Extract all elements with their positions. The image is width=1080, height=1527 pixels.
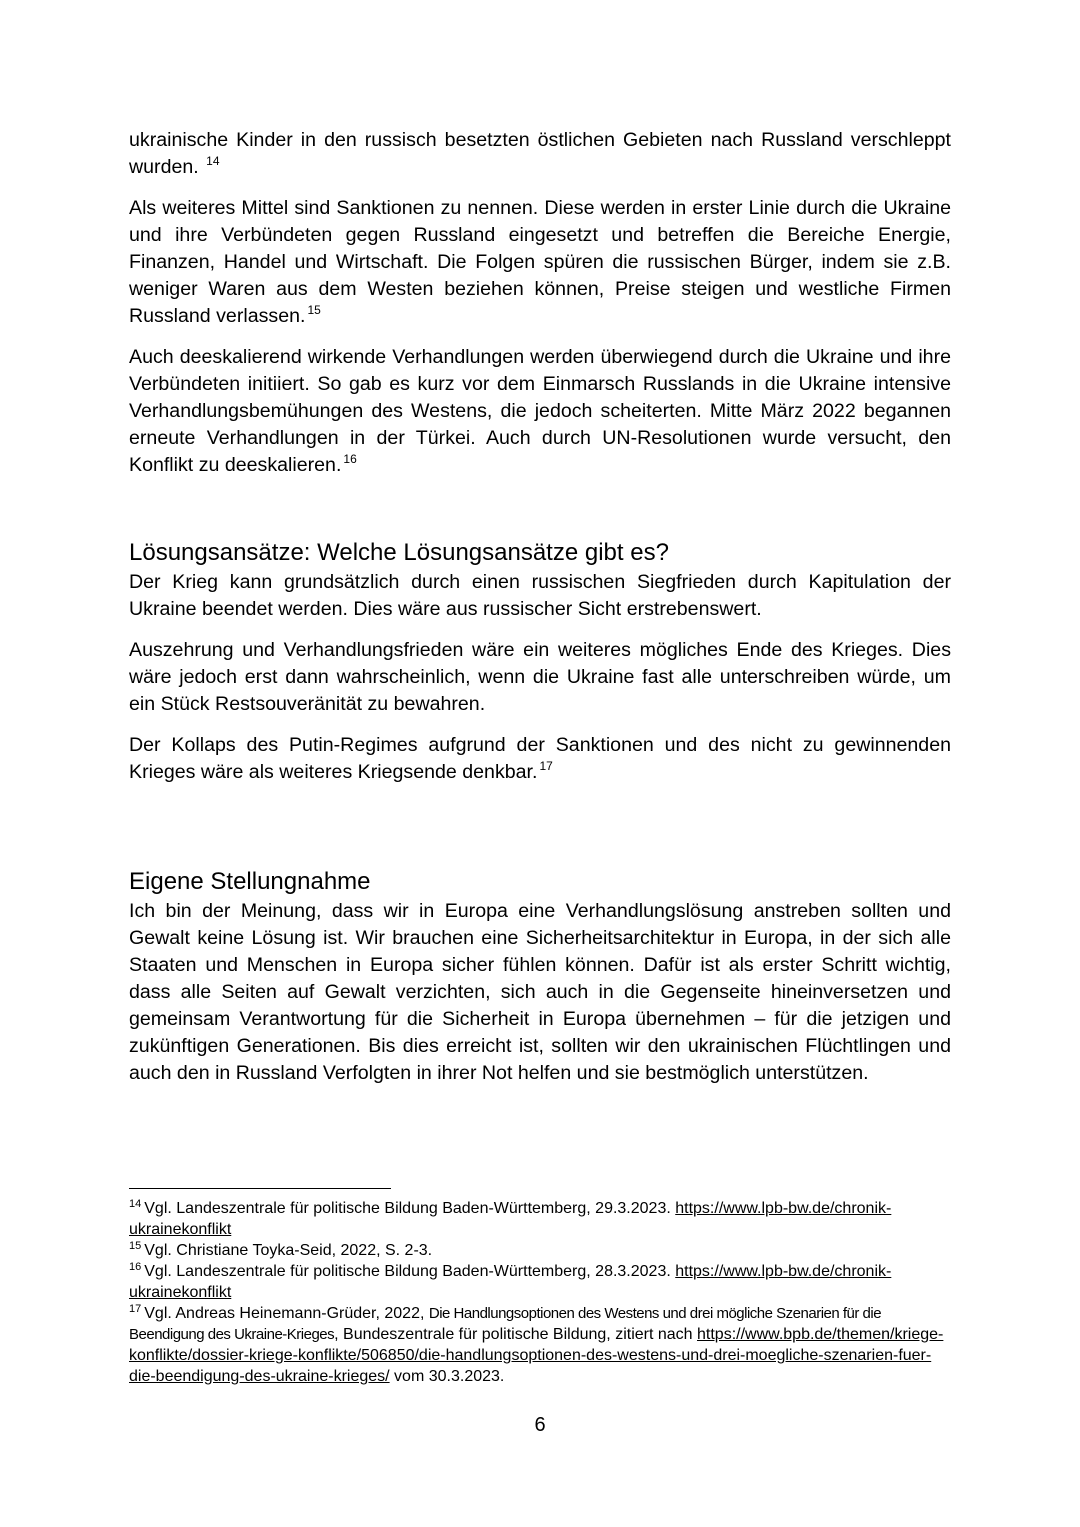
- paragraph-deportation: ukrainische Kinder in den russisch besetzten östlichen Gebieten nach Russland verschleppt wurden. $^{14}$: [129, 129, 951, 178]
- paragraph-solution-3: Der Kollaps des Putin-Regimes aufgrund der Sanktionen und des nicht zu gewinnenden Krieges wäre als weiteres Kriegsende denkbar. $^{17}$: [129, 734, 951, 783]
- footnote-16: $^{16}$ Vgl. Landeszentrale für politische Bildung Baden-Württemberg, 28.3.2023. https://www.lpb-bw.de/chronik-ukrainekonflikt: [129, 1261, 892, 1301]
- footnote-17-link[interactable]: https://www.bpb.de/themen/kriege-konflikte/dossier-kriege-konflikte/506850/die-handlungsoptionen-des-westens-und-drei-moegliche-szenarien-fuer-die-beendigung-des-ukraine-krieges/: [129, 1326, 944, 1385]
- footnote-16-link[interactable]: https://www.lpb-bw.de/chronik-ukrainekonflikt: [129, 1263, 892, 1301]
- footnote-14: $^{14}$ Vgl. Landeszentrale für politische Bildung Baden-Württemberg, 29.3.2023. https://www.lpb-bw.de/chronik-ukrainekonflikt: [129, 1198, 892, 1238]
- main-content: [129, 127, 951, 1101]
- footnote-ref-16[interactable]: 16: [343, 452, 357, 466]
- footnote-15: $^{15}$ Vgl. Christiane Toyka-Seid, 2022, S. 2-3.: [129, 1240, 433, 1259]
- footnotes: [129, 1188, 951, 1387]
- paragraph-solution-2: Auszehrung und Verhandlungsfrieden wäre ein weiteres mögliches Ende des Krieges. Dies wäre jedoch erst dann wahrscheinlich, wenn die Ukraine fast alle unterschreiben würde, um ein Stück Restsouveränität zu bewahren.: [129, 639, 951, 715]
- paragraph-solution-1: Der Krieg kann grundsätzlich durch einen russischen Siegfrieden durch Kapitulation der Ukraine beendet werden. Dies wäre aus russischer Sicht erstrebenswert.: [129, 571, 951, 620]
- footnote-17-title: Die Handlungsoptionen des Westens und drei mögliche Szenarien für die Beendigung des Ukraine-Krieges: [129, 1305, 882, 1343]
- paragraph-opinion: Ich bin der Meinung, dass wir in Europa eine Verhandlungslösung anstreben sollten und Gewalt keine Lösung ist. Wir brauchen eine Sicherheitsarchitektur in Europa, in der sich alle Staaten und Menschen in Europa sicher fühlen können. Dafür ist als erster Schritt wichtig, dass alle Seiten auf Gewalt verzichten, sich auch in die Gegenseite hineinversetzen und gemeinsam Verantwortung für die Sicherheit in Europa übernehmen – für die jetzigen und zukünftigen Generationen. Bis dies erreicht ist, sollten wir den ukrainischen Flüchtlingen und auch den in Russland Verfolgten in ihrer Not helfen und sie bestmöglich unterstützen.: [129, 900, 951, 1084]
- footnote-separator: [129, 1188, 391, 1189]
- page-number: 6: [534, 1414, 546, 1436]
- footnote-17: $^{17}$ Vgl. Andreas Heinemann-Grüder, 2022, Die Handlungsoptionen des Westens und drei mögliche Szenarien für die Beendigung des Ukraine-Krieges, Bundeszentrale für politische Bildung, zitiert nach https://www.bpb.de/themen/kriege-konflikte/dossier-kriege-konflikte/506850/die-handlungsoptionen-des-westens-und-drei-moegliche-szenarien-fuer-die-beendigung-des-ukraine-krieges/ vom 30.3.2023.: [129, 1303, 944, 1385]
- heading-opinion: Eigene Stellungnahme: [129, 868, 371, 895]
- footnote-ref-17[interactable]: 17: [539, 759, 553, 773]
- footnote-ref-14[interactable]: 14: [206, 154, 220, 168]
- paragraph-negotiations: Auch deeskalierend wirkende Verhandlungen werden überwiegend durch die Ukraine und ihre Verbündeten initiiert. So gab es kurz vor dem Einmarsch Russlands in die Ukraine intensive Verhandlungsbemühungen des Westens, die jedoch scheiterten. Mitte März 2022 begannen erneute Verhandlungen in der Türkei. Auch durch UN-Resolutionen wurde versucht, den Konflikt zu deeskalieren. $^{16}$: [129, 346, 951, 476]
- footnote-14-link[interactable]: https://www.lpb-bw.de/chronik-ukrainekonflikt: [129, 1200, 892, 1238]
- heading-solutions: Lösungsansätze: Welche Lösungsansätze gibt es?: [129, 539, 669, 566]
- footnote-ref-15[interactable]: 15: [307, 303, 321, 317]
- paragraph-sanctions: Als weiteres Mittel sind Sanktionen zu nennen. Diese werden in erster Linie durch die Ukraine und ihre Verbündeten gegen Russland eingesetzt und betreffen die Bereiche Energie, Finanzen, Handel und Wirtschaft. Die Folgen spüren die russischen Bürger, indem sie z.B. weniger Waren aus dem Westen beziehen können, Preise steigen und westliche Firmen Russland verlassen. $^{15}$: [129, 197, 951, 327]
